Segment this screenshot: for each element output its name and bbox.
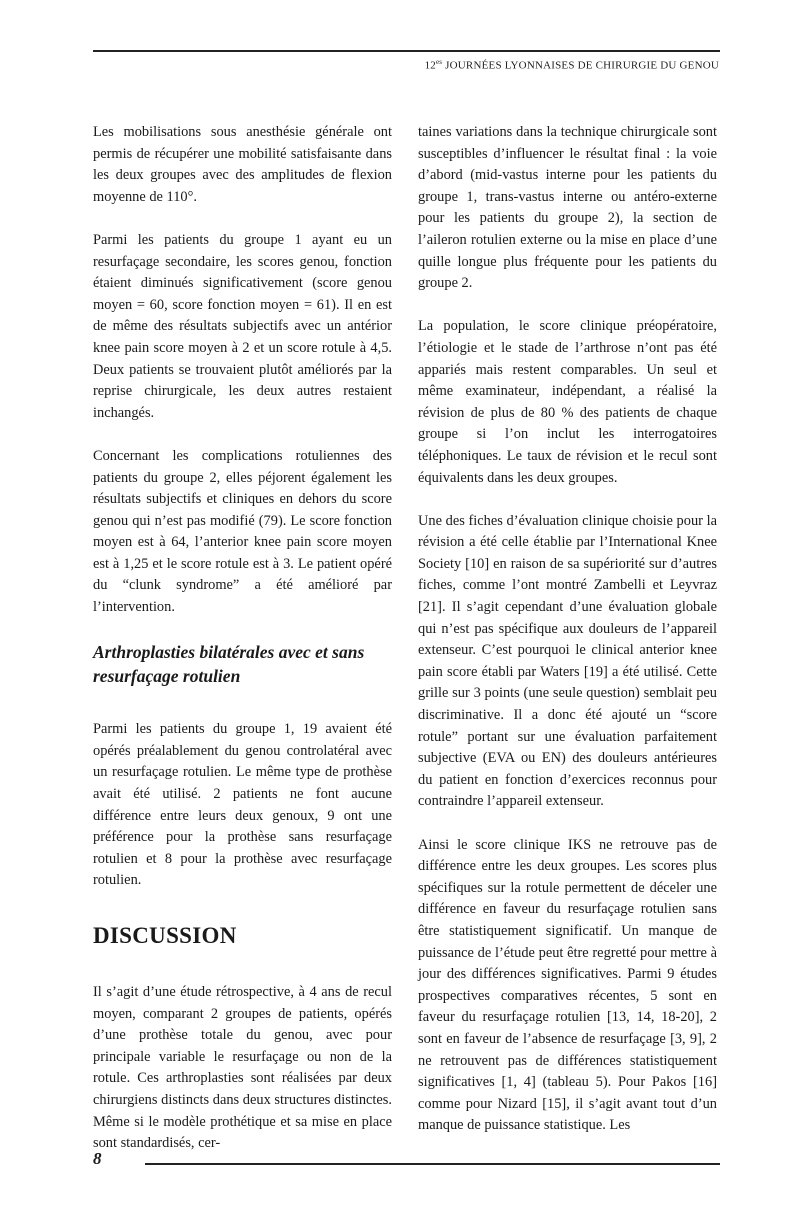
paragraph: Il s’agit d’une étude rétrospective, à 4 ans de recul moyen, comparant 2 groupes de patients, opérés d’une prothèse totale du genou, avec pour principale variable le resurfaçage ou non de la rotule. Ces arthroplasties sont réalisées par deux chirurgiens distincts dans deux structures distinctes. Même si le modèle prothétique et sa mise en place sont standardisés, cer- (93, 984, 392, 1152)
paragraph: Ainsi le score clinique IKS ne retrouve pas de différence entre les deux groupes. Les scores plus spécifiques sur la rotule permettent de déceler une différence en faveur du resurfaçage rotulien sans être statistiquement significatif. Un manque de puissance de l’étude peut être regretté pour mettre à jour des différences significatives. Parmi 9 études prospectives comparatives récentes, 5 sont en faveur du resurfaçage rotulien [13, 14, 18-20], 2 sont en faveur de l’absence de resurfaçage [3, 9], 2 ne retrouvent pas de différences statistiquement significatives [1, 4] (tableau 5). Pour Pakos [16] comme pour Nizard [15], il s’agit avant tout d’un manque de puissance statistique. Les (418, 836, 717, 1134)
paragraph: taines variations dans la technique chirurgicale sont susceptibles d’influencer le résultat final : la voie d’abord (mid-vastus interne pour les patients du groupe 1, trans-vastus interne ou antéro-externe pour les patients du groupe 2), la section de l’aileron rotulien externe ou la mise en place d’une quille longue plus fréquente pour les patients du groupe 2. (418, 124, 717, 292)
paragraph: Parmi les patients du groupe 1, 19 avaient été opérés préalablement du genou controlatéral avec un resurfaçage rotulien. Le même type de prothèse avait été utilisé. 2 patients ne font aucune différence entre leurs deux genoux, 9 ont une préférence pour la prothèse sans resurfaçage rotulien et 8 pour la prothèse avec resurfaçage rotulien. (93, 721, 392, 889)
subsection-heading: Arthroplasties bilatérales avec et sans resurfaçage rotulien (93, 642, 365, 687)
paragraph: Concernant les complications rotuliennes des patients du groupe 2, elles péjorent également les résultats subjectifs et cliniques en dehors du score genou qui n’est pas modifié (79). Le score fonction moyen est à 64, l’anterior knee pain score moyen est à 1,25 et le score rotule est à 3. Le patient opéré du “clunk syndrome” a été amélioré par l’intervention. (93, 447, 392, 616)
section-heading: DISCUSSION (93, 923, 237, 948)
paragraph: La population, le score clinique préopératoire, l’étiologie et le stade de l’arthrose n’ont pas été appariés mais restent comparables. Un seul et même examinateur, indépendant, a réalisé la révision de plus de 80 % des patients de chaque groupe si l’on inclut les interrogatoires téléphoniques. Le taux de révision et le recul sont équivalents dans les deux groupes. (418, 318, 717, 486)
left-column (93, 122, 392, 1176)
paragraph: Une des fiches d’évaluation clinique choisie pour la révision a été celle établie par l’International Knee Society [10] en raison de sa supériorité sur d’autres fiches, comme l’ont montré Zambelli et Leyvraz [21]. Il s’agit cependant d’une évaluation globale qui n’est pas spécifique aux douleurs de l’appareil extenseur. C’est pourquoi le clinical anterior knee pain score établi par Waters [19] a été utilisé. Cette grille sur 3 points (une seule question) semblait peu discriminative. Il a donc été ajouté un “score rotule” portant sur une évaluation parfaitement subjective (EVA ou EN) des douleurs antérieures du patient en fonction d’exercices reconnus pour contraindre l’appareil extenseur. (418, 512, 717, 810)
running-header: $12^{es}$ JOURNÉES LYONNAISES DE CHIRURGIE DU GENOU (424, 58, 719, 72)
page-number: 8 (93, 1149, 102, 1168)
paragraph: Parmi les patients du groupe 1 ayant eu un resurfaçage secondaire, les scores genou, fonction étaient diminués significativement (score genou moyen = 60, score fonction moyen = 61). Il en est de même des résultats subjectifs avec un antérior knee pain score moyen à 2 et un score rotule à 4,5. Deux patients se trouvaient plutôt améliorés par la reprise chirurgicale, les deux autres restaient inchangés. (93, 231, 392, 421)
header-rule (93, 50, 720, 52)
footer-rule (145, 1163, 720, 1165)
paragraph: Les mobilisations sous anesthésie générale ont permis de récupérer une mobilité satisfaisante dans les deux groupes avec des amplitudes de flexion moyenne de 110°. (93, 124, 392, 205)
right-column (418, 122, 717, 1159)
